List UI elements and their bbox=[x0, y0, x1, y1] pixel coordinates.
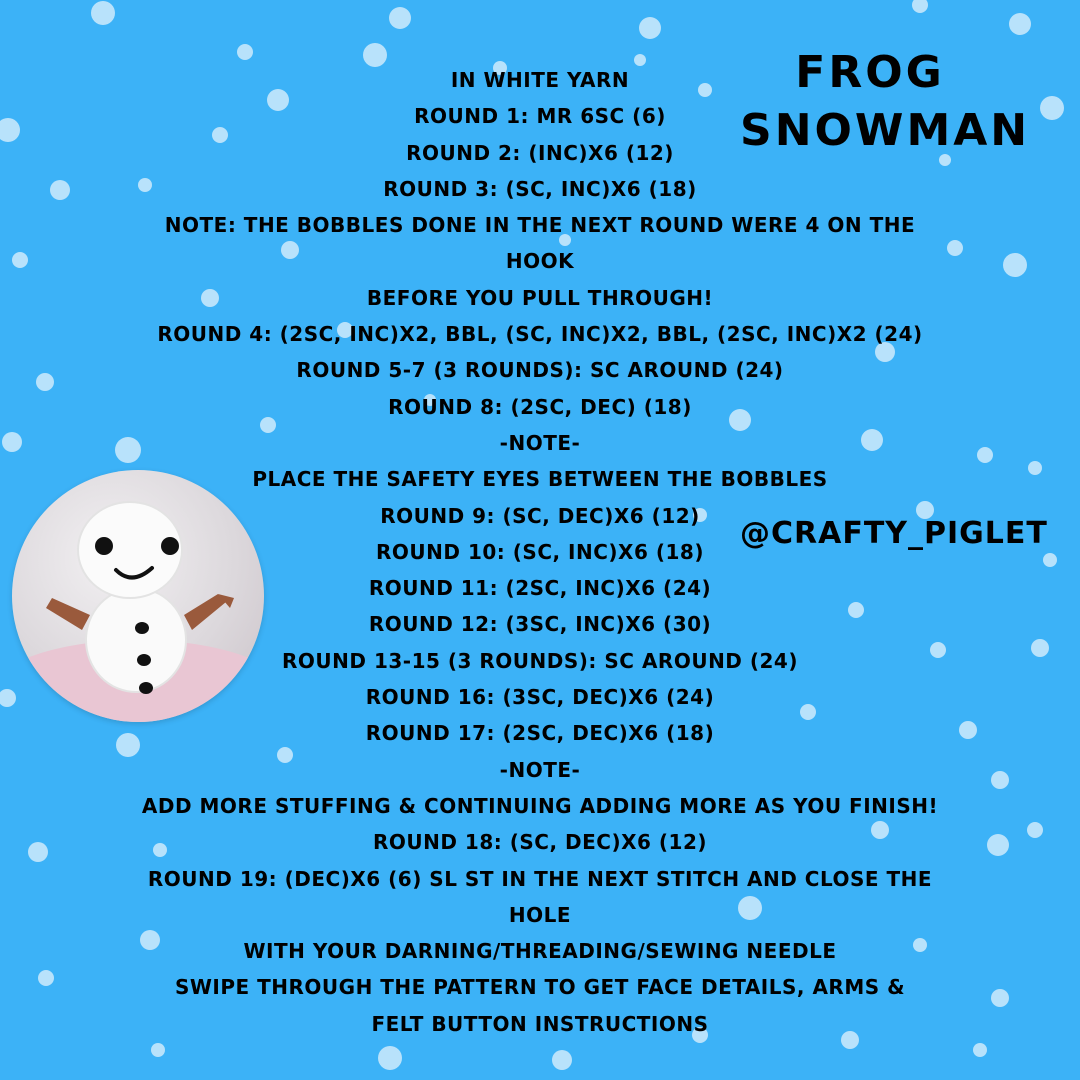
pattern-line: ROUND 10: (SC, INC)X6 (18) bbox=[376, 539, 704, 564]
pattern-line: -NOTE- bbox=[499, 430, 581, 455]
pattern-line: ROUND 4: (2SC, INC)X2, BBL, (SC, INC)X2, BBL, (2SC, INC)X2 (24) bbox=[157, 322, 923, 347]
pattern-line: ROUND 13-15 (3 ROUNDS): SC AROUND (24) bbox=[282, 648, 798, 673]
snow-dot bbox=[50, 180, 70, 200]
pattern-line: HOLE bbox=[508, 902, 572, 927]
pattern-line: HOOK bbox=[505, 249, 575, 274]
snow-dot bbox=[1040, 96, 1064, 120]
snow-dot bbox=[2, 432, 22, 452]
snow-dot bbox=[973, 1043, 987, 1057]
snow-dot bbox=[36, 373, 54, 391]
creator-handle: @CRAFTY_PIGLET bbox=[740, 516, 1048, 551]
snowman-photo bbox=[12, 470, 264, 722]
pattern-line: ROUND 5-7 (3 ROUNDS): SC AROUND (24) bbox=[296, 358, 784, 383]
snow-dot bbox=[38, 970, 54, 986]
snow-dot bbox=[552, 1050, 572, 1070]
pattern-line: ROUND 8: (2SC, DEC) (18) bbox=[388, 394, 692, 419]
snow-dot bbox=[912, 0, 928, 13]
pattern-line: ROUND 2: (INC)X6 (12) bbox=[406, 140, 674, 165]
snow-dot bbox=[977, 447, 993, 463]
snow-dot bbox=[959, 721, 977, 739]
pattern-line: ROUND 16: (3SC, DEC)X6 (24) bbox=[365, 685, 715, 710]
pattern-line: FELT BUTTON INSTRUCTIONS bbox=[371, 1011, 709, 1036]
snow-dot bbox=[12, 252, 28, 268]
snow-dot bbox=[151, 1043, 165, 1057]
snow-dot bbox=[389, 7, 411, 29]
pattern-line: ADD MORE STUFFING & CONTINUING ADDING MORE AS YOU FINISH! bbox=[141, 793, 939, 818]
snow-dot bbox=[28, 842, 48, 862]
snow-dot bbox=[991, 989, 1009, 1007]
pattern-line: IN WHITE YARN bbox=[450, 68, 630, 92]
pattern-line: ROUND 19: (DEC)X6 (6) SL ST IN THE NEXT STITCH AND CLOSE THE bbox=[147, 866, 933, 891]
pattern-line: ROUND 3: (SC, INC)X6 (18) bbox=[383, 176, 697, 201]
snow-dot bbox=[1043, 553, 1057, 567]
snow-dot bbox=[991, 771, 1009, 789]
title-line-2: SNOWMAN bbox=[740, 105, 1031, 156]
snow-dot bbox=[378, 1046, 402, 1070]
pattern-line: ROUND 18: (SC, DEC)X6 (12) bbox=[372, 830, 707, 855]
pattern-line: ROUND 9: (SC, DEC)X6 (12) bbox=[380, 503, 700, 528]
pattern-line: WITH YOUR DARNING/THREADING/SEWING NEEDLE bbox=[243, 939, 837, 964]
snow-dot bbox=[0, 689, 16, 707]
snow-dot bbox=[639, 17, 661, 39]
snow-dot bbox=[1009, 13, 1031, 35]
pattern-line: PLACE THE SAFETY EYES BETWEEN THE BOBBLES bbox=[252, 467, 828, 492]
snow-dot bbox=[1031, 639, 1049, 657]
snow-dot bbox=[1027, 822, 1043, 838]
pattern-line: ROUND 11: (2SC, INC)X6 (24) bbox=[368, 576, 712, 601]
snow-dot bbox=[237, 44, 253, 60]
title-line-1: FROG bbox=[795, 47, 945, 98]
pattern-line: BEFORE YOU PULL THROUGH! bbox=[366, 285, 714, 310]
snow-dot bbox=[0, 118, 20, 142]
snow-dot bbox=[987, 834, 1009, 856]
pattern-line: SWIPE THROUGH THE PATTERN TO GET FACE DETAILS, ARMS & bbox=[174, 975, 906, 1000]
pattern-line: -NOTE- bbox=[499, 757, 581, 782]
pattern-line: NOTE: THE BOBBLES DONE IN THE NEXT ROUND WERE 4 ON THE bbox=[164, 213, 916, 238]
snow-dot bbox=[1003, 253, 1027, 277]
snow-dot bbox=[1028, 461, 1042, 475]
pattern-line: ROUND 12: (3SC, INC)X6 (30) bbox=[368, 612, 712, 637]
snow-dot bbox=[91, 1, 115, 25]
pattern-line: ROUND 17: (2SC, DEC)X6 (18) bbox=[365, 721, 715, 746]
pattern-line: ROUND 1: MR 6SC (6) bbox=[414, 104, 666, 129]
